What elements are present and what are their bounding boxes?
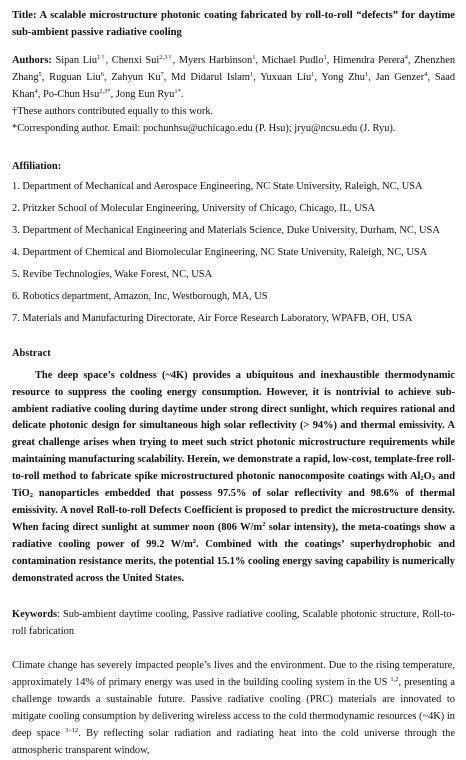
affiliation-item: 1. Department of Mechanical and Aerospace Engineering, NC State University, Raleigh, NC, USA <box>12 181 423 193</box>
author-name: Chenxi Sui <box>111 55 160 66</box>
author-name: Michael Pudlo <box>261 55 324 66</box>
author-affiliation-mark: 1 <box>311 70 315 78</box>
abstract-body: The deep space’s coldness (~4K) provides a ubiquitous and inexhaustible thermodynamic resource to suppress the cooling energy consumption. However, it is nontrivial to achieve sub-ambient radiative cooling during daytime under strong direct sunlight, which requires rational and delicate photonic design for simultaneous high solar reflectivity (> 94%) and thermal emissivity. A great challenge arises when trying to meet such strict photonic microstructure requirements while maintaining manufacturing scalability. Herein, we demonstrate a rapid, low-cost, template-free roll-to-roll method to fabricate spike microstructured photonic nanocomposite coatings with $Al_2O_3$ and TiO$_2$ nanoparticles embedded that possess 97.5% of solar reflectivity and 98.6% of thermal emissivity. A novel Roll-to-roll Defects Coefficient is proposed to predict the microstructure density. When facing direct sunlight at summer noon (806 $W/m^2$ solar intensity), the meta-coatings show a radiative cooling power of 99.2 $W/m^2$. Combined with the coatings’ superhydrophobic and contamination resistance merits, the potential 15.1% cooling energy saving capability is numerically demonstrated across the United States. <box>12 369 456 584</box>
keywords <box>12 607 455 641</box>
author-name: Zhenzhen Zhang <box>12 55 456 83</box>
author-name: Md Didarul Islam <box>171 71 250 83</box>
author-name: Yuxuan Liu <box>260 71 312 83</box>
author-affiliation-mark: 1* <box>174 87 181 95</box>
author-affiliation-mark: 4 <box>424 70 428 78</box>
author-list <box>12 53 455 104</box>
affiliation-heading: Affiliation: <box>12 160 62 172</box>
affiliation-item: 4. Department of Chemical and Biomolecular Engineering, NC State University, Raleigh, NC, USA <box>12 247 428 259</box>
author-name: Myers Harbinson <box>178 55 253 66</box>
author-affiliation-mark: 2,3* <box>99 87 111 95</box>
author-name: Saad Khan <box>12 71 456 100</box>
author-name: Po-Chun Hsu <box>42 88 100 100</box>
author-affiliation-mark: 4 <box>404 54 408 61</box>
corresponding-author-note: *Corresponding author. Email: pochunhsu@uchicago.edu (P. Hsu); jryu@ncsu.edu (J. Ryu). <box>12 122 396 134</box>
author-name: Jong Eun Ryu <box>115 88 175 100</box>
equal-contribution-note: †These authors contributed equally to this work. <box>12 105 214 117</box>
citation-ref: 3–12 <box>65 726 79 734</box>
paper-title: Title: A scalable microstructure photonic coating fabricated by roll-to-roll “defects” for daytime sub-ambient passive radiative cooling <box>12 10 455 38</box>
author-affiliation-mark: 1 <box>364 70 369 78</box>
affiliation-item: 3. Department of Mechanical Engineering and Materials Science, Duke University, Durham, NC, USA <box>12 225 440 237</box>
author-name: Ruguan Liu <box>49 71 101 83</box>
keywords-text: : Sub-ambient daytime cooling, Passive radiative cooling, Scalable photonic structure, Roll-to-roll fabrication <box>12 609 455 638</box>
keywords-label: Keywords <box>12 609 58 621</box>
introduction-paragraph: Climate change has severely impacted people’s lives and the environment. Due to the rising temperature, approximately 14% of primary energy was used in the building cooling system in the US $^{1,2}$, presenting a challenge towards a sustainable future. Passive radiative cooling (PRC) materials are innovated to mitigate cooling consumption by delivering wireless access to the cold thermodynamic resources (~4K) in deep space $^{3-12}$. By reflecting solar radiation and radiating heat into the cold universe through the atmospheric transparent window, <box>12 660 455 756</box>
author-affiliation-mark: 5 <box>38 70 42 78</box>
affiliation-item: 5. Revibe Technologies, Wake Forest, NC, USA <box>12 269 213 281</box>
author-affiliation-mark: 1 <box>323 54 327 61</box>
affiliation-item: 6. Robotics department, Amazon, Inc, Westborough, MA, US <box>12 290 268 302</box>
authors-label: Authors: <box>12 55 52 66</box>
author-affiliation-mark: 1† <box>97 54 106 61</box>
author-name: Yong Zhu <box>321 71 365 83</box>
author-name: Zahyun Ku <box>111 71 161 83</box>
author-affiliation-mark: 4 <box>34 87 38 95</box>
affiliation-item: 7. Materials and Manufacturing Directorate, Air Force Research Laboratory, WPAFB, OH, USA <box>12 312 413 324</box>
author-name: Jan Genzer <box>375 71 425 83</box>
affiliation-item: 2. Pritzker School of Molecular Engineering, University of Chicago, Chicago, IL, USA <box>12 203 376 215</box>
author-names: Sipan Liu$^{1\dagger}$, Chenxi Sui$^{2,3\dagger}$, Myers Harbinson$^1$, Michael Pudlo$^1$, Himendra Perera$^4$, Zhenzhen Zhang$^5$, Ruguan Liu$^6$, Zahyun Ku$^7$, Md Didarul Islam$^1$, Yuxuan Liu$^1$, Yong Zhu$^1$, Jan Genzer$^4$, Saad Khan$^4$, Po-Chun Hsu$^{2,3*}$, Jong Eun Ryu$^{1*}$. <box>12 54 456 100</box>
author-name: Sipan Liu <box>55 55 98 66</box>
abstract-heading: Abstract <box>12 347 51 359</box>
author-affiliation-mark: 2,3† <box>159 54 173 61</box>
author-affiliation-mark: 1 <box>252 54 256 61</box>
author-affiliation-mark: 1 <box>249 70 254 78</box>
author-name: Himendra Perera <box>332 55 405 66</box>
author-affiliation-mark: 6 <box>100 70 104 78</box>
citation-ref: 1,2 <box>390 676 399 684</box>
author-affiliation-mark: 7 <box>160 70 164 78</box>
